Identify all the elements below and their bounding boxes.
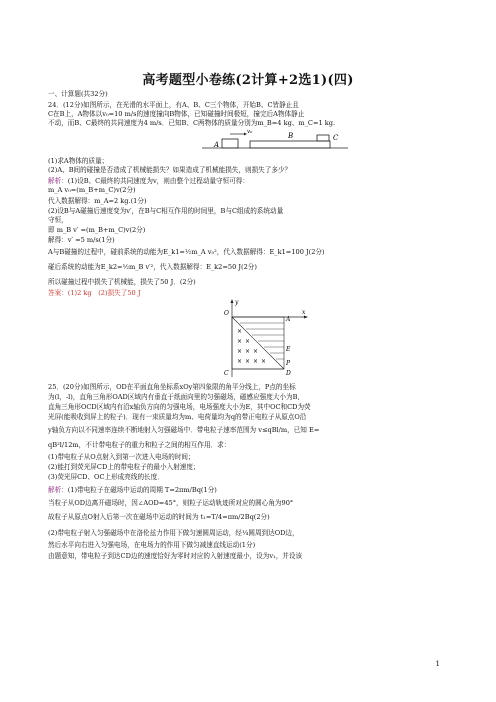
section-heading: 一、计算题(共32分) — [48, 90, 108, 98]
analysis-label: 解析： — [48, 486, 68, 494]
label-e: E — [286, 346, 291, 353]
q25-stem-line: qB²l/12m，不计带电粒子的重力和粒子之间的相互作用．求： — [48, 441, 231, 449]
q24-solution-line: 解得：v′ =5 m/s(1分) — [48, 236, 115, 244]
label-b: B — [288, 132, 294, 140]
q24-solution-line: 即 m_B v′ =(m_B+m_C)v(2分) — [48, 226, 146, 234]
q24-figure — [200, 126, 350, 152]
q24-stem-line: 不动，而B、C最终的共同速度为4 m/s．已知B、C两物体的质量分别为m_B=4 kg、m_C=1 kg. — [48, 119, 336, 127]
label-d: D — [286, 370, 291, 377]
label-c: C — [333, 134, 339, 142]
label-y: y — [235, 299, 239, 306]
q25-stem-line: 直角三角形OCD区域内有沿x轴负方向的匀强电场，电场强度大小为E，其中OC和CD为荧 — [48, 403, 311, 411]
q25-stem-line: 25．(20分)如图所示，OD在平面直角坐标系xOy第四象限的角平分线上，P点的坐标 — [48, 383, 296, 391]
q24-answer-line — [48, 289, 140, 298]
q25-figure — [218, 297, 310, 379]
q25-solution-line: 故粒子从原点O射入后第一次在磁场中运动的时间为 t₁=T/4=πm/2Bq(2分) — [48, 513, 270, 521]
q24-solution-line: 所以碰撞过程中损失了机械能，损失了50 J．(2分) — [48, 278, 196, 286]
label-x: x — [302, 309, 306, 316]
field-cross-icon: × — [245, 358, 251, 365]
label-v0: v₀ — [247, 129, 253, 135]
q25-solution-line: (2)带电粒子射入匀强磁场中在洛伦兹力作用下做匀速圆周运动，经¼圆周到达OD边， — [48, 529, 299, 537]
solution-text: (1)带电粒子在磁场中运动的周期 T=2πm/Bq(1分) — [67, 486, 217, 494]
q24-solution-line: 代入数据解得：m_A=2 kg.(1分) — [48, 197, 147, 205]
page-title: 高考题型小卷练(2计算+2选1)(四) — [142, 73, 354, 88]
label-p: P — [286, 360, 291, 367]
field-cross-icon: × — [237, 328, 243, 335]
label-o: O — [224, 310, 229, 317]
q25-stem-line: y轴负方向以不同速率连续不断地射入匀强磁场中．带电粒子速率范围为 v≤qBl/m，已知 E= — [48, 426, 320, 434]
label-a: A — [214, 141, 220, 149]
block-a — [222, 139, 238, 148]
field-cross-icon: × — [253, 348, 259, 355]
q25-solution-line: 然后水平向右进入匀强电场，在电场力的作用下做匀减速直线运动(1分) — [48, 541, 256, 549]
field-cross-icon: × — [237, 338, 243, 345]
q25-solution-line-1 — [48, 486, 217, 495]
q24-question: (1)求A物体的质量； — [48, 157, 109, 165]
q24-stem-line: C在B上，A物体以v₀=10 m/s的速度撞向B物体，已知碰撞时间极短，撞完后A物体静止 — [48, 110, 305, 118]
field-cross-icon: × — [261, 358, 267, 365]
q24-solution-line: A与B碰撞的过程中，碰前系统的动能为E_k1=½m_A v₀²，代入数据解得：E_k1=100 J(2分) — [48, 248, 325, 256]
q24-solution-line: 守恒， — [48, 216, 68, 224]
label-c: C — [224, 370, 229, 377]
field-cross-icon: × — [245, 338, 251, 345]
q24-solution-line-1 — [48, 177, 249, 186]
q24-solution-line: (2)设B与A碰撞后速度变为v′，在B与C相互作用的时间里，B与C组成的系统动量 — [48, 207, 284, 215]
page-number: 1 — [435, 660, 440, 668]
answer-text: (1)2 kg (2)损失了50 J — [67, 289, 141, 297]
block-c — [317, 135, 329, 141]
analysis-label: 解析： — [48, 177, 68, 185]
q24-solution-line: m_A v₀=(m_B+m_C)v(2分) — [48, 186, 136, 194]
answer-label: 答案： — [48, 289, 68, 297]
label-a: A — [286, 316, 291, 323]
field-cross-icon: × — [245, 348, 251, 355]
field-cross-icon: × — [253, 358, 259, 365]
block-b — [250, 141, 330, 148]
q25-question: (3)荧光屏CD、OC上形成亮线的长度． — [48, 473, 164, 481]
field-cross-icon: × — [237, 348, 243, 355]
q25-stem-line: 光屏(能吸收到屏上的粒子)．现有一束质量均为m、电荷量均为q的带正电粒子从原点O沿 — [48, 413, 307, 421]
q24-solution-line: 碰后系统的动能为E_k2=½m_B v′²，代入数据解得：E_k2=50 J(2分) — [48, 263, 257, 271]
field-cross-icon: × — [237, 358, 243, 365]
y-arrow-icon — [231, 299, 234, 303]
q24-question: (2)A、B间的碰撞是否造成了机械能损失？如果造成了机械能损失，则损失了多少？ — [48, 166, 292, 174]
q25-stem-line: 为(l，-l)，直角三角形OAD区域内有垂直于纸面向里的匀强磁场，磁感应强度大小为B, — [48, 393, 300, 401]
q25-question: (2)能打到荧光屏CD上的带电粒子的最小入射速度； — [48, 463, 200, 471]
q25-solution-line: 当粒子从OD边离开磁场时，因∠AOD=45°，则粒子运动轨迹所对应的圆心角为90° — [48, 499, 294, 507]
solution-text: (1)设B、C最终的共同速度为v，则由整个过程动量守恒可得： — [67, 177, 249, 185]
q25-question: (1)带电粒子从O点射入到第一次进入电场的时间； — [48, 453, 195, 461]
q25-solution-line: 由题意知，带电粒子到达CD边的速度恰好为零时对应的入射速度最小，设为v₁，并设该 — [48, 552, 303, 560]
q24-stem-line: 24．(12分)如图所示，在光滑的水平面上，有A、B、C三个物体，开始B、C皆静止且 — [48, 101, 299, 109]
